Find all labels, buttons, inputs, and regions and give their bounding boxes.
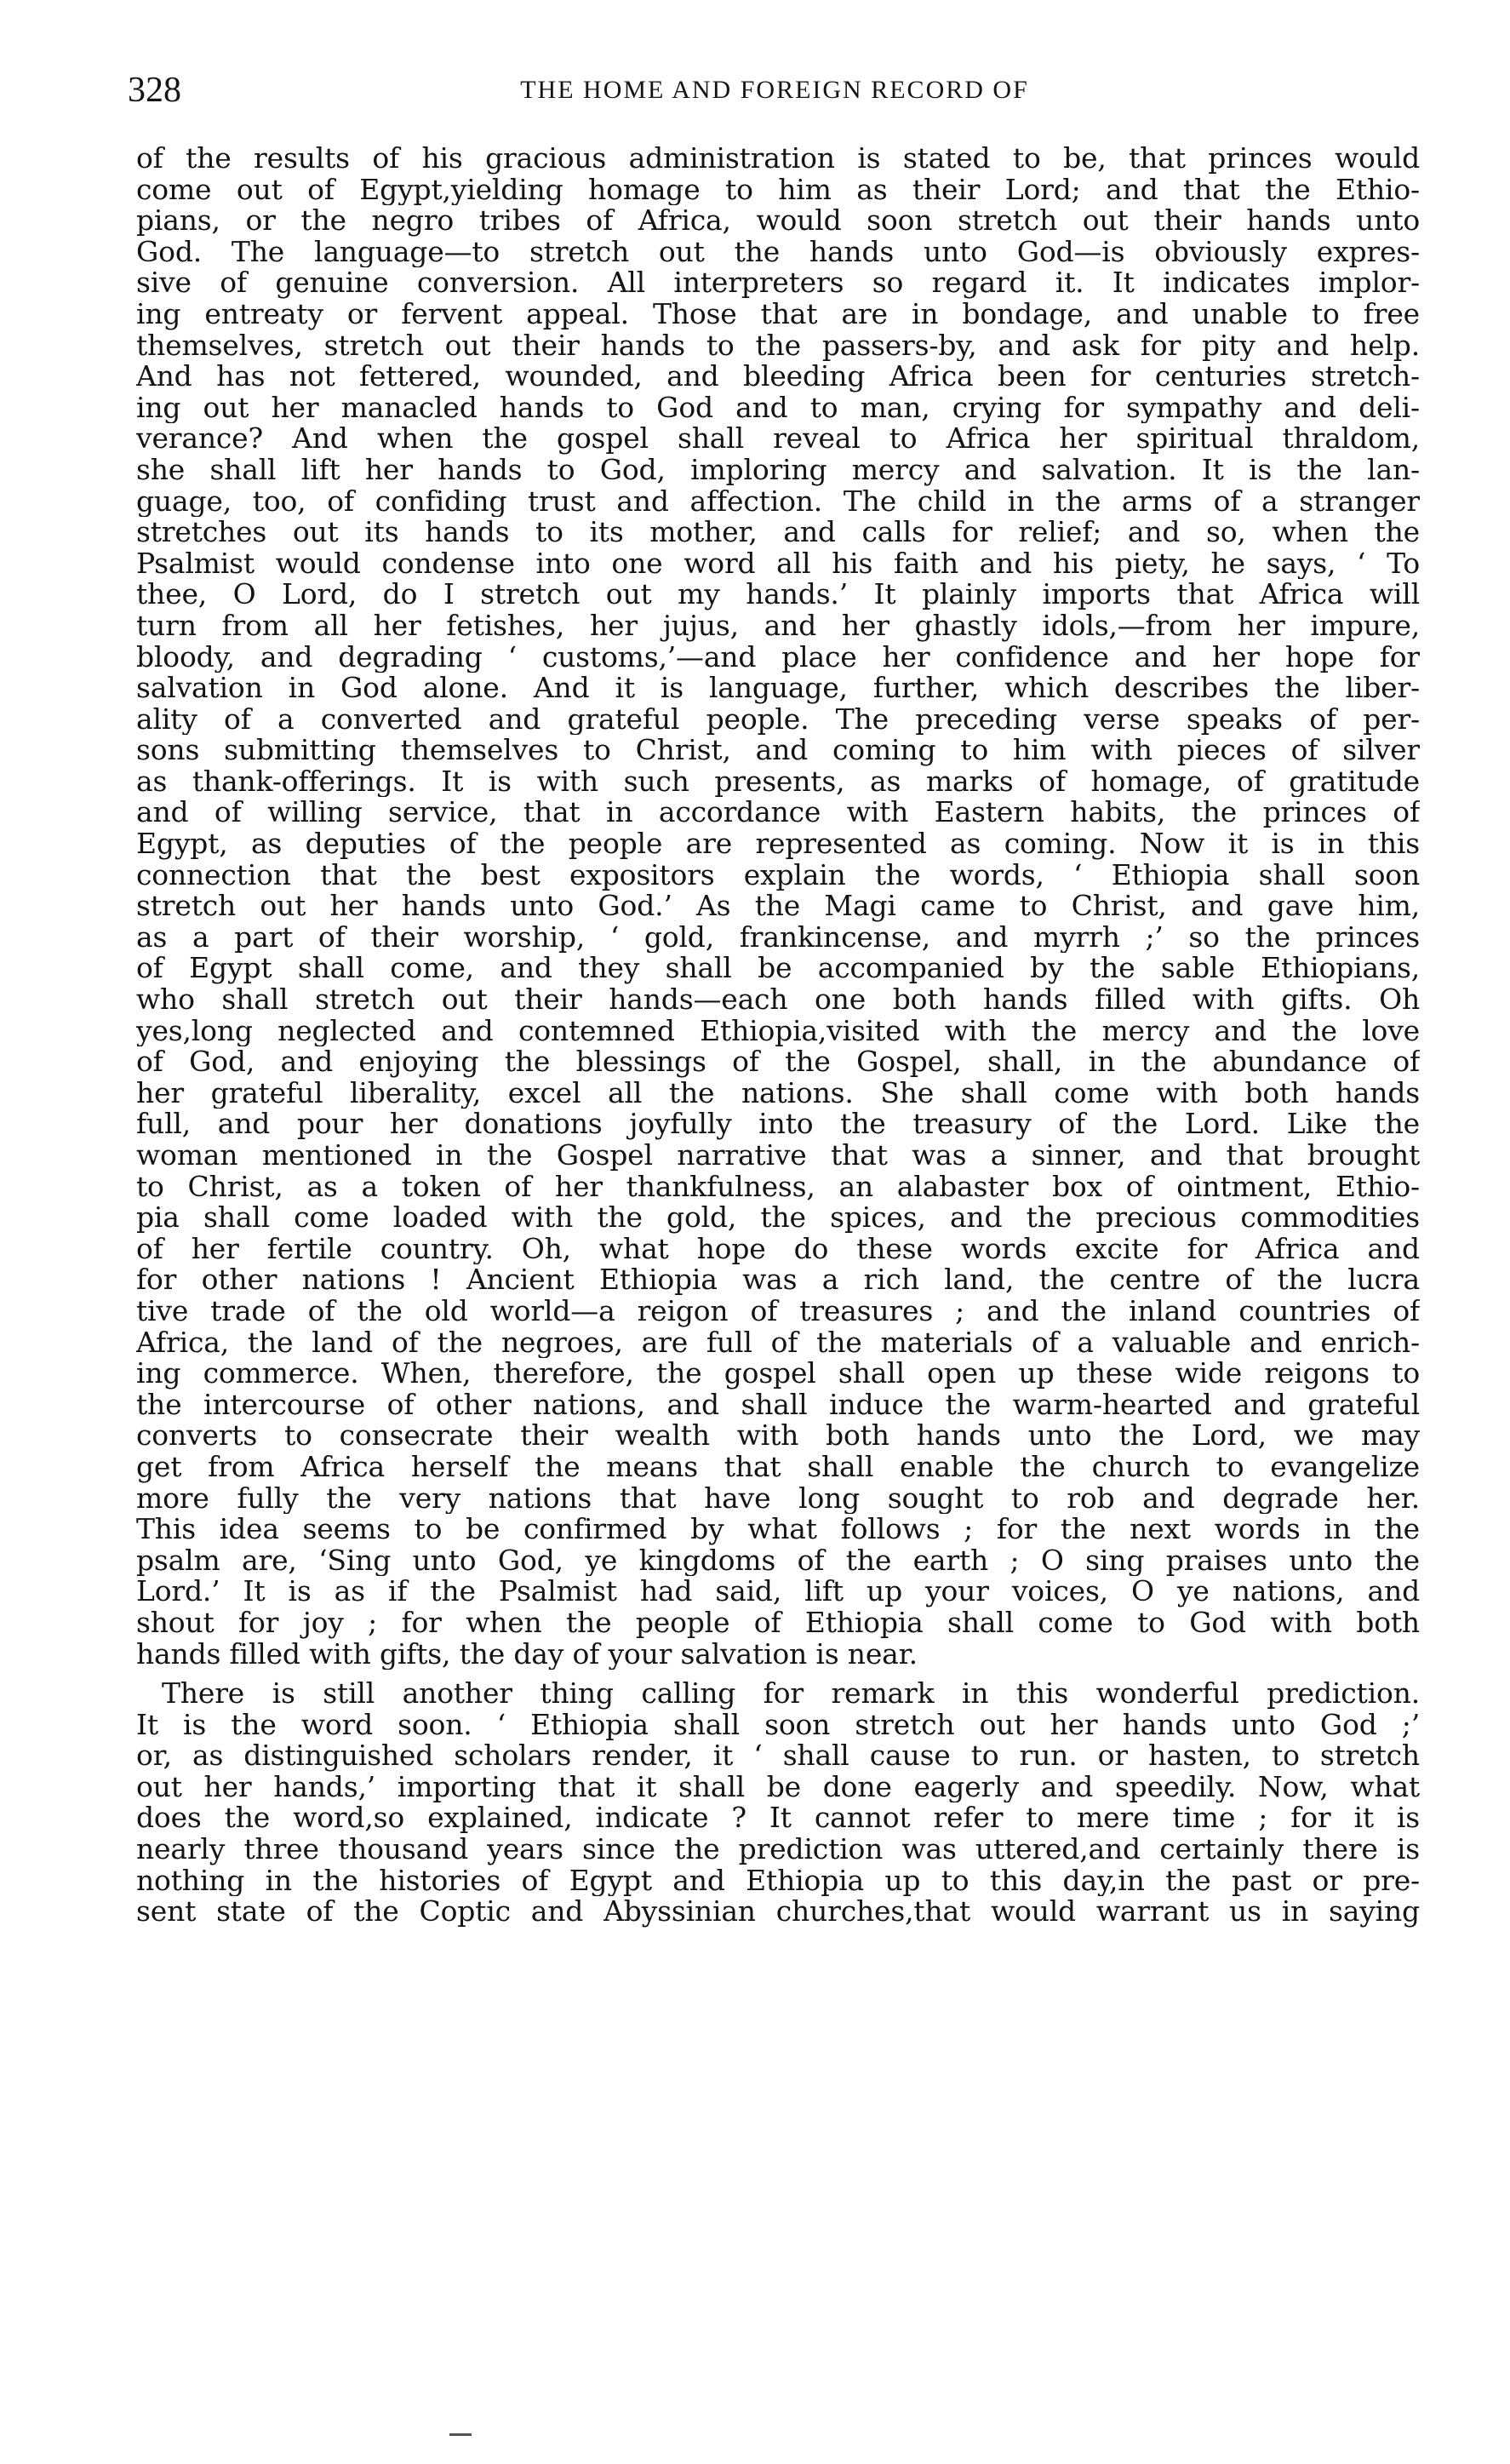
paragraph — [136, 143, 1420, 1670]
text-line: stretch out her hands unto God.’ As the Magi came to Christ, and gave him, — [136, 891, 1420, 922]
text-line: ing commerce. When, therefore, the gospel shall open up these wide reigons to — [136, 1358, 1420, 1390]
text-line: nothing in the histories of Egypt and Ethiopia up to this day,in the past or pre- — [136, 1865, 1420, 1897]
text-line: thee, O Lord, do I stretch out my hands.’ It plainly imports that Africa will — [136, 579, 1420, 610]
text-line: guage, too, of confiding trust and affection. The child in the arms of a stranger — [136, 485, 1420, 518]
text-line: of the results of his gracious administration is stated to be, that princes would — [136, 143, 1420, 175]
text-line: Africa, the land of the negroes, are full of the materials of a valuable and enrich- — [136, 1327, 1420, 1359]
text-line: Lord.’ It is as if the Psalmist had said, lift up your voices, O ye nations, and — [136, 1576, 1420, 1607]
text-line: This idea seems to be confirmed by what follows ; for the next words in the — [136, 1514, 1420, 1545]
text-line: And has not fettered, wounded, and bleeding Africa been for centuries stretch- — [136, 361, 1420, 393]
text-line: sent state of the Coptic and Abyssinian churches,that would warrant us in saying — [136, 1896, 1420, 1928]
text-line: shout for joy ; for when the people of Ethiopia shall come to God with both — [136, 1607, 1420, 1639]
page-header — [128, 66, 1421, 114]
text-line: come out of Egypt,yielding homage to him as their Lord; and that the Ethio- — [136, 174, 1420, 206]
page-number: 328 — [128, 71, 181, 110]
text-line: does the word,so explained, indicate ? It cannot refer to mere time ; for it is — [136, 1802, 1420, 1835]
text-line: who shall stretch out their hands—each one both hands filled with gifts. Oh — [136, 984, 1420, 1016]
text-line: God. The language—to stretch out the hands unto God—is obviously expres- — [136, 236, 1420, 268]
text-line: hands filled with gifts, the day of your salvation is near. — [136, 1638, 918, 1670]
text-line: turn from all her fetishes, her jujus, and her ghastly idols,—from her impure, — [136, 610, 1420, 642]
text-line: ing entreaty or fervent appeal. Those that are in bondage, and unable to free — [136, 298, 1420, 330]
text-line: It is the word soon. ‘ Ethiopia shall soon stretch out her hands unto God ;’ — [136, 1709, 1420, 1741]
text-line: bloody, and degrading ‘ customs,’—and place her confidence and her hope for — [136, 641, 1420, 673]
text-line: get from Africa herself the means that shall enable the church to evangelize — [136, 1451, 1420, 1483]
text-line: verance? And when the gospel shall reveal to Africa her spiritual thraldom, — [136, 423, 1420, 455]
text-line: Egypt, as deputies of the people are represented as coming. Now it is in this — [136, 828, 1420, 860]
text-line: pia shall come loaded with the gold, the spices, and the precious commodities — [136, 1202, 1420, 1234]
paragraph-gap — [136, 1670, 1420, 1678]
text-line: sons submitting themselves to Christ, and coming to him with pieces of silver — [136, 735, 1420, 766]
text-line: and of willing service, that in accordance with Eastern habits, the princes of — [136, 797, 1420, 829]
text-line: she shall lift her hands to God, imploring mercy and salvation. It is the lan- — [136, 454, 1420, 486]
text-line: Psalmist would condense into one word all his faith and his piety, he says, ‘ To — [136, 547, 1420, 580]
text-line: nearly three thousand years since the prediction was uttered,and certainly there is — [136, 1834, 1420, 1865]
print-mark — [449, 2433, 472, 2436]
text-line: salvation in God alone. And it is language, further, which describes the liber- — [136, 673, 1420, 704]
text-line: connection that the best expositors explain the words, ‘ Ethiopia shall soon — [136, 859, 1420, 891]
text-line: converts to consecrate their wealth with both hands unto the Lord, we may — [136, 1420, 1420, 1452]
text-line: out her hands,’ importing that it shall be done eagerly and speedily. Now, what — [136, 1771, 1420, 1803]
text-line: ing out her manacled hands to God and to man, crying for sympathy and deli- — [136, 392, 1420, 424]
text-line: of her fertile country. Oh, what hope do these words excite for Africa and — [136, 1233, 1420, 1265]
text-line: more fully the very nations that have long sought to rob and degrade her. — [136, 1482, 1420, 1515]
text-line: psalm are, ‘Sing unto God, ye kingdoms of the earth ; O sing praises unto the — [136, 1544, 1420, 1577]
text-line: full, and pour her donations joyfully into the treasury of the Lord. Like the — [136, 1109, 1420, 1140]
paragraph — [136, 1678, 1420, 1928]
text-line: as a part of their worship, ‘ gold, frankincense, and myrrh ;’ so the princes — [136, 921, 1420, 954]
text-line: of God, and enjoying the blessings of the Gospel, shall, in the abundance of — [136, 1046, 1420, 1078]
text-line: the intercourse of other nations, and shall induce the warm-hearted and grateful — [136, 1389, 1420, 1421]
text-line: or, as distinguished scholars render, it ‘ shall cause to run. or hasten, to stretch — [136, 1740, 1420, 1772]
text-line: themselves, stretch out their hands to the passers-by, and ask for pity and help. — [136, 329, 1420, 362]
text-line: woman mentioned in the Gospel narrative that was a sinner, and that brought — [136, 1140, 1420, 1172]
text-line: ality of a converted and grateful people. The preceding verse speaks of per- — [136, 703, 1420, 736]
body-text — [136, 143, 1420, 1928]
text-line: stretches out its hands to its mother, and calls for relief; and so, when the — [136, 517, 1420, 548]
text-line: for other nations ! Ancient Ethiopia was a rich land, the centre of the lucra — [136, 1264, 1420, 1296]
running-title: THE HOME AND FOREIGN RECORD OF — [520, 76, 1029, 104]
text-line: yes,long neglected and contemned Ethiopia,visited with the mercy and the love — [136, 1015, 1420, 1047]
text-line: her grateful liberality, excel all the nations. She shall come with both hands — [136, 1077, 1420, 1109]
text-line: sive of genuine conversion. All interpreters so regard it. It indicates implor- — [136, 267, 1420, 299]
text-line: There is still another thing calling for remark in this wonderful prediction. — [162, 1678, 1420, 1710]
text-line: of Egypt shall come, and they shall be accompanied by the sable Ethiopians, — [136, 953, 1420, 985]
text-line: to Christ, as a token of her thankfulness, an alabaster box of ointment, Ethio- — [136, 1171, 1420, 1203]
text-line: tive trade of the old world—a reigon of treasures ; and the inland countries of — [136, 1295, 1420, 1327]
text-line: as thank-offerings. It is with such presents, as marks of homage, of gratitude — [136, 765, 1420, 798]
text-line: pians, or the negro tribes of Africa, would soon stretch out their hands unto — [136, 205, 1420, 237]
